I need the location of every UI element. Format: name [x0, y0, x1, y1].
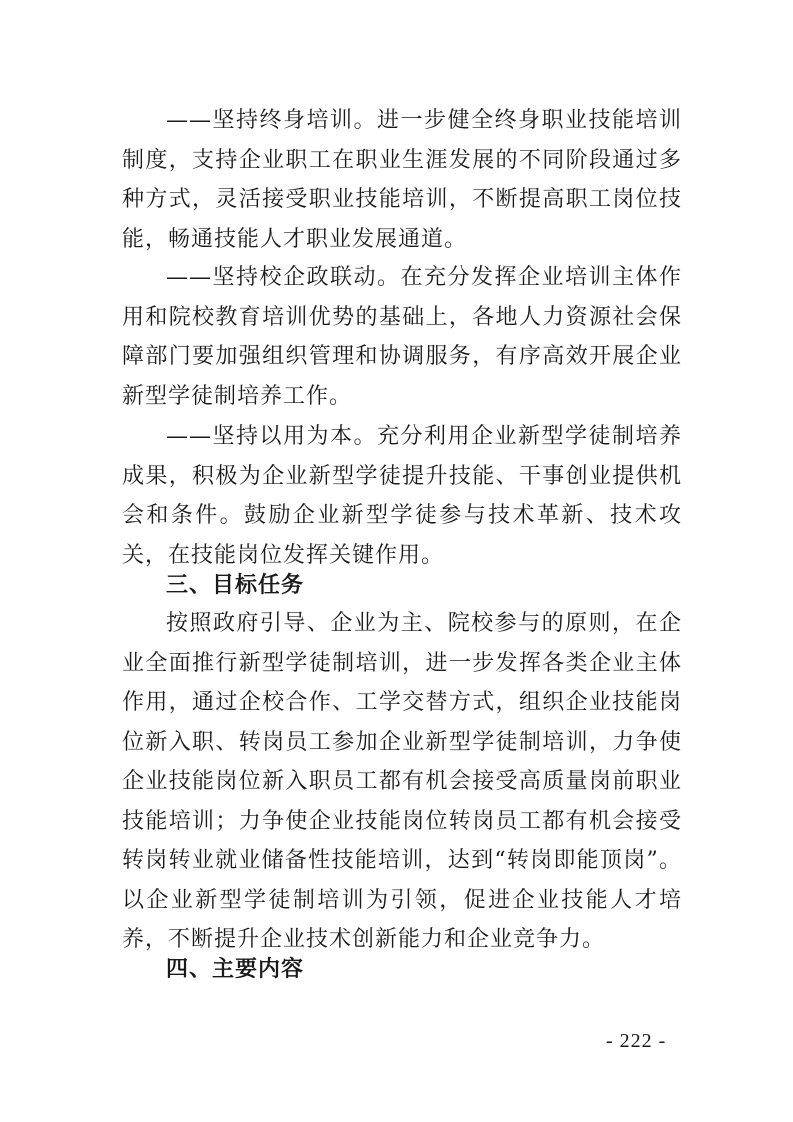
- section-heading-main-content: 四、主要内容: [166, 957, 305, 982]
- section-heading-goals: 三、目标任务: [166, 573, 305, 598]
- paragraph-application-oriented: ——坚持以用为本。充分利用企业新型学徒制培养成果，积极为企业新型学徒提升技能、干事创业提供机会和条件。鼓励企业新型学徒参与技术革新、技术攻关，在技能岗位发挥关键作用。: [122, 424, 682, 568]
- paragraph-goals-body: 按照政府引导、企业为主、院校参与的原则，在企业全面推行新型学徒制培训，进一步发挥各类企业主体作用，通过企校合作、工学交替方式，组织企业技能岗位新入职、转岗员工参加企业新型学徒制培训，力争使企业技能岗位新入职员工都有机会接受高质量岗前职业技能培训；力争使企业技能岗位转岗员工都有机会接受转岗转业就业储备性技能培训，达到“转岗即能顶岗”。以企业新型学徒制培训为引领，促进企业技能人才培养，不断提升企业技术创新能力和企业竞争力。: [122, 611, 682, 952]
- page-number: - 222 -: [606, 1030, 667, 1052]
- paragraph-lifelong-training: ——坚持终身培训。进一步健全终身职业技能培训制度，支持企业职工在职业生涯发展的不同阶段通过多种方式，灵活接受职业技能培训，不断提高职工岗位技能，畅通技能人才职业发展通道。: [122, 108, 682, 252]
- paragraph-school-enterprise-government: ——坚持校企政联动。在充分发挥企业培训主体作用和院校教育培训优势的基础上，各地人力资源社会保障部门要加强组织管理和协调服务，有序高效开展企业新型学徒制培养工作。: [122, 265, 682, 409]
